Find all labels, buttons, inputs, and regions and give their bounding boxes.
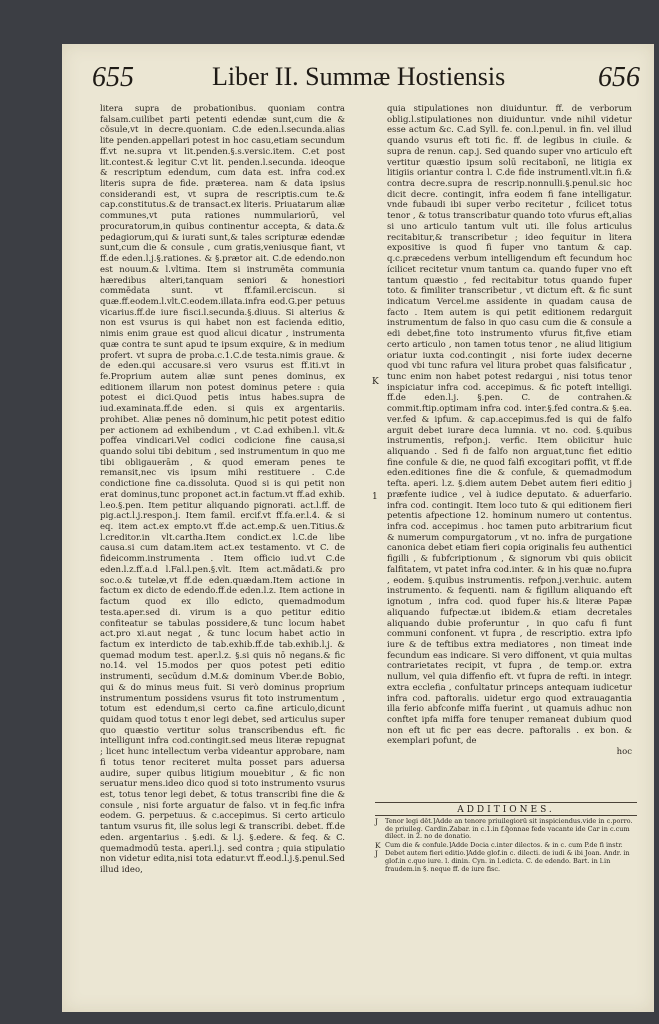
book-page xyxy=(62,44,654,1012)
right-column-text: quia stipulationes non diuiduntur. ff. de verborum oblig.l.stipulationes non diuiduntur. vnde nihil videtur esse actum &c. C.ad Syll. fe. con.l.penul. in fin. vel illud quando vsurus eft toti fic. ff. de legibus in ciuile. & supra de renun. cap.j. Sed quando super vno articulo eft vertitur quæstio ipsum solū recitabonī, ne litigia ex litigiis oriantur contra l. C.de fide instrumentl.vlt.in fi.& contra decre.supra de rescrip.nonnulli.§.penul.sic hoc dicit decre. contingit, infra eodem fi fane intelligatur. vnde fubaudi ibi super verbo recitetur , fcilicet totus tenor , & totus transcribatur quando toto vfurus eft,alias si uno articulo tantum vult uti. ille folus articulus recitabitur,& transcribetur ; ideo fequitur in litera expositive is quod fi fuper vno tantum & cap. q.c.præcedens verbum intelligendum eft fecundum hoc ícilicet recitetur vnum tantum ca. quando fuper vno eft tantum quæstio , fed recitabitur totus quando fuper toto. & fimiliter transcribetur , vt dictum eft. & fic sunt indicatum Vercel.me assidente in quadam causa de facto . Item autem is qui petit editionem redarguit instrumentum de falso in quo casu cum die & consule a edi debet,fine toto instrumento vfurus fit,five etiam certo articulo , non tamen totus tenor , ne aliud litigium oriatur iuxta cod.contingit , nisi forte iudex decerne quod vbi tunc rafura vel litura probet quas falsificatur , tunc enim non habet potest redargui , nisi totus tenor inspiciatur infra cod. accepimus. & fic poteft intelligi. ff.de eden.l.j. §.pen. C. de contrahen.& commit.ftip.optimam infra cod. inter.§.fed contra.& §.ea. ver.fed & ipfum. & cap.accepimus.fed is qui de falfo arguit debet iurare deca lumnia. vt no. cod. §.quibus instrumentis, refpon.j. verfic. Item obiicitur huic aliquando . Sed fi de falfo non arguat,tunc fiet editio fine confule & die, ne quod falfi excogitari poffit, vt ff.de eden.editiones fine die & confule, & quemadmodum tefta. aperi. l.z. §.diem autem Debet autem fieri editio j præfente iudice , vel à iudice deputato. & aduerfario. infra cod. contingit. Item loco tuto & qui editionem fieri petentis afpectione 12. hominum numero ut contentus. infra cod. accepimus . hoc tamen puto arbitrarium ficut & numerum compurgatorum , vt no. infra de purgatione canonica debet etiam fieri copia originalis feu authentici figilli , & fubfcriptionum , & signorum vbi quis obiicit falfitatem, vt patet infra cod.inter. & in his quæ no.fupra , eodem. §.quibus instrumentis. refpon.j.ver.huic. autem instrumento. & fequenti. nam & figillum aliquando eft ignotum , infra cod. quod fuper his.& literæ Papæ aliquando fufpectæ.ut ibidem.& etiam decretales aliquando dubie proferuntur , in quo cafu fi funt communi confonent. vt fupra , de rescriptio. extra ipfo iure & de teftibus extra mediatores , non timeat inde fecundum eas indicare. Si vero diffonent, vt quia multas contrarietates recipit, vt fupra , de temp.or. extra nullum, vel quia diffenfio eft. vt fupra de refti. in integr. extra ecclefia , confultatur princeps antequam iudicetur infra cod. paftoralis. uidetur ergo quod extrauagantia illa ferio abfconfe miffa fuerint , ut quamuis adhuc non conftet ipfa miffa fore tenuper remaneat dubium quod non eft ut fic per eas decre. paftoralis . ex bon. & exemplari pofunt, de xyxy=(387,104,632,747)
addition-item xyxy=(375,818,637,841)
additiones-rule-lower xyxy=(375,815,637,816)
page-header xyxy=(62,62,654,102)
addition-text: Cum die & confule.]Adde Docia c.inter dilectos. & in c. cum P.de fi instr. xyxy=(385,840,623,849)
addition-item xyxy=(375,842,637,850)
folio-number-left: 655 xyxy=(92,62,134,93)
catchword: hoc xyxy=(616,747,632,758)
addition-sigla: K xyxy=(375,840,381,850)
left-text-column xyxy=(100,104,345,952)
left-column-text: litera supra de probationibus. quoniam contra falsam.cuilibet parti petenti edendæ sunt,cum die & cõsule,vt in decre.quoniam. C.de eden.l.secunda.alias lite penden.appellari potest in hoc casu,etiam secundum ff.vt ne.supra vt lit.penden.§.s.versic.item. C.et post lit.contest.& legitur C.vt lit. penden.l.secunda. ideoque & rescriptum edendum, cum data est. infra cod.ex literis supra de fide. præterea. nam & data ipsius considerandi est, vt supra de rescriptis.cum te.& cap.constitutus.& de transact.ex literis. Priuatarum aliæ communes,vt puta rationes nummulariorū, vel procuratorum,in quibus continentur accepta, & data.& pedagiorum,qui & iurati sunt,& tales scripturæ edendæ sunt,cum die & consule , cum gratis,veniusque fiant, vt ff.de eden.l.j.§.rationes. & §.prætor ait. C.de edendo.non est nouum.& l.vltima. Item si instrumēta communia hæredibus alteri,tanquam seniori & honestiori commēdata sunt. vt ff.famil.erciscun. si quæ.ff.eodem.l.vlt.C.eodem.illata.infra eod.G.per petuus vicarius.ff.de iure fisci.l.secunda.§.diuus. Si alterius & non est vsurus is qui habet non est facienda editio, nimis enim graue est quod alicui dicatur , instrumenta quæ contra te sunt apud te ipsum exquire, & in medium profert. vt supra de proba.c.1.C.de testa.nimis graue. & de eden.qui accusare.si vero vsurus est ff.iti.vt in fe.Proprium autem aliæ sunt penes dominus, ex editionem illarum non potest dominus petere : quia potest ei dici.Quod petis intus habes.supra de iud.examinata.ff.de eden. si quis ex argentariis. prohibet. Aliæ penes nō dominum,hic petit potest editio per actionem ad exhibendum , vt C.ad exhiben.l. vlt.& poffea vindicari.Vel codici codicione fine causa,si quando solui tibi debitum , sed instrumentum in quo me tibi obligauerām , & quod emeram penes te remansit,nec vis ipsum mihi restituere . C.de condictione fine ca.dissoluta. Quod si is qui petit non erat dominus,tunc proponet act.in factum.vt ff.ad exhib. l.eo.§.pen. Item petitur aliquando pignorati. act.l.ff. de pig.act.l.j.respon.j. Item famil. ercif.vt ff.fa.er.l.4. & si eq. item act.ex empto.vt ff.de act.emp.& uen.Titius.& l.creditor.in vlt.cartha.Item condict.ex l.C.de libe causa.si cum datam.item act.ex testamento. vt C. de fideicomm.instrumenta . Item officio iud.vt C.de eden.l.z.ff.a.d l.Fal.l.pen.§.vlt. Item act.mādati.& pro soc.o.& tutelæ,vt ff.de eden.quædam.Item actione in factum ex dicto de edendo.ff.de eden.l.z. Item actione in factum quod ex illo edicto, quemadmodum testa.aper.sed di. virum is a quo petitur editio confiteatur se tabulas possidere,& tunc locum habet act.pro xi.aut negat , & tunc locum habet actio in factum ex interdicto de tab.exhib.ff.de tab.exhib.l.j. & quemad modum test. aper.l.z. §.si quis nō negans.& fic no.14. vel 15.modos per quos potest peti editio instrumenti, secūdum d.M.& dominum Vber.de Bobio, qui & do minus meus fuit. Si verò dominus proprium instrumentum possidens vsurus fit toto instrumentum , totum est edendum,si certo ca.fine articulo,dicunt quidam quod totus t enor legi debet, sed articulus super quo quæstio vertitur solus transcribendus eft. fic intelligunt infra cod.contingit.sed meus literæ repugnat ; licet hunc intellectum verba videantur approbare, nam fi totus tenor reciteret multa posset pars aduersa audire, super quibus litigium mouebitur , & fic non seruatur mens.ideo dico quod si toto instrumento vsurus est, totus tenor legi debet, & totus transcribi fine die & consule , nisi forte arguatur de falso. vt in feq.fic infra eodem. G. perpetuus. & c.accepimus. Si certo articulo tantum vsurus fit, ille solus legi & transcribi. debet. ff.de eden. argentarius . §.edi. & l.j. §.edere. & feq. & C. quemadmodū testa. aperi.l.j. sed contra ; quia stipulatio non videtur edita,nisi tota edatur.vt ff.eod.l.j.§.penul.Sed illud ideo, xyxy=(100,104,345,876)
additiones-rule xyxy=(375,802,637,803)
addition-item xyxy=(375,850,637,873)
addition-sigla: J xyxy=(375,849,379,859)
addition-sigla: J xyxy=(375,817,379,826)
additiones-section xyxy=(375,802,637,922)
addition-text: Tenor legi dēt.]Adde an tenore priuilegiorū sit inspiciendus.vide in c.porro. de priuileg. Cardin.Zabar. in c.1.in f.q̃onnae fede vacante ide Car in c.cum dilect. in 2. no de donatio. xyxy=(385,817,633,841)
running-head: Liber II. Summæ Hostiensis xyxy=(212,62,506,91)
addition-text: Debet autem fieri editio.]Adde glof.in c. dilecti. de iudi & ibi Joan. Andr. in glof.in c.quo iure. l. dinin. Cyn. in l.edicta. C. de edendo. Bart. in l.in fraudem.in §. neque ff. de iure fisc. xyxy=(385,849,630,873)
additiones-title: ADDITIONES. xyxy=(457,805,555,815)
marginal-sigla-1: 1 xyxy=(372,492,378,502)
right-text-column xyxy=(387,104,632,849)
marginal-sigla-k: K xyxy=(372,377,379,387)
folio-number-right: 656 xyxy=(598,62,640,93)
